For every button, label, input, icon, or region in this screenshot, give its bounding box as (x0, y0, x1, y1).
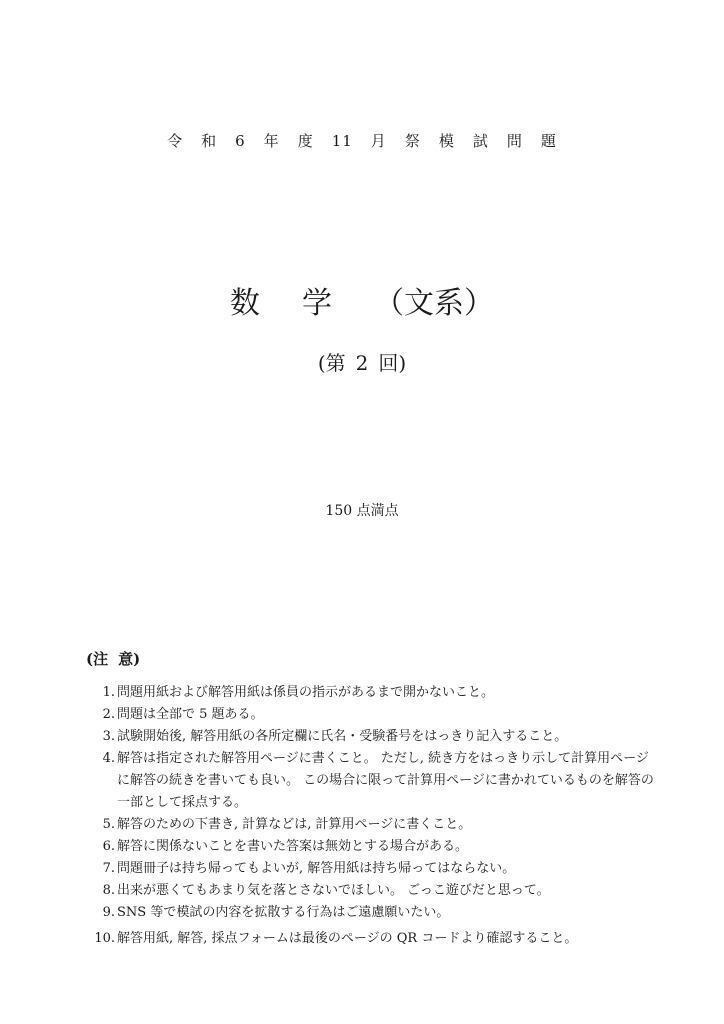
note-text: 問題用紙および解答用紙は係員の指示があるまで開かないこと。 (117, 685, 495, 700)
exam-title-char: 和 (201, 132, 218, 150)
note-number: 2. (102, 707, 115, 722)
exam-title-char: 11 (331, 132, 353, 150)
note-item (97, 858, 657, 880)
exam-title-char: 令 (167, 132, 184, 150)
exam-title-char: 6 (235, 132, 246, 150)
note-text: 出来が悪くてもあまり気を落とさないでほしい。 ごっこ遊びだと思って。 (117, 883, 550, 898)
exam-title-char: 模 (438, 132, 455, 150)
exam-title-char: 祭 (404, 132, 421, 150)
subject-part-3: （文系） (374, 286, 494, 321)
notes-list (94, 682, 657, 950)
note-text: 問題は全部で 5 題ある。 (117, 707, 264, 722)
note-number: 7. (102, 861, 115, 876)
subject-part-2: 学 (302, 286, 332, 321)
note-item (94, 928, 657, 950)
full-score: 150 点満点 (325, 503, 399, 519)
exam-title-char: 題 (540, 132, 557, 150)
round-number: 2 (355, 351, 369, 375)
exam-title-char: 試 (472, 132, 489, 150)
note-number: 4. (102, 751, 115, 766)
note-item (97, 726, 657, 748)
note-text: 解答は指定された解答用ページに書くこと。 ただし, 続き方をはっきり示して計算用ページに解答の続きを書いても良い。 この場合に限って計算用ページに書かれているものを解答の一部として採点する。 (117, 751, 654, 810)
notes-heading (86, 648, 140, 669)
round-close: 回) (378, 351, 407, 375)
note-text: 解答のための下書き, 計算などは, 計算用ページに書くこと。 (117, 817, 472, 832)
exam-title-char: 年 (263, 132, 280, 150)
exam-title (0, 130, 724, 151)
note-item (97, 836, 657, 858)
note-item (97, 682, 657, 704)
subject-title (0, 278, 724, 322)
note-item (97, 704, 657, 726)
note-item (97, 880, 657, 902)
note-item (97, 748, 657, 814)
note-item (97, 814, 657, 836)
exam-title-char: 月 (370, 132, 387, 150)
notes-heading-close: 意) (118, 650, 141, 668)
round-open: (第 (317, 351, 346, 375)
note-number: 10. (94, 931, 115, 946)
exam-title-char: 度 (297, 132, 314, 150)
note-number: 5. (102, 817, 115, 832)
note-text: 解答に関係ないことを書いた答案は無効とする場合がある。 (117, 839, 469, 854)
note-item (97, 902, 657, 924)
note-text: 問題冊子は持ち帰ってもよいが, 解答用紙は持ち帰ってはならない。 (117, 861, 516, 876)
note-number: 8. (102, 883, 115, 898)
subject-part-1: 数 (230, 286, 260, 321)
note-text: 試験開始後, 解答用紙の各所定欄に氏名・受験番号をはっきり記入すること。 (117, 729, 568, 744)
note-text: 解答用紙, 解答, 採点フォームは最後のページの QR コードより確認すること。 (117, 931, 578, 946)
note-text: SNS 等で模試の内容を拡散する行為はご遠慮願いたい。 (117, 905, 450, 920)
exam-title-char: 問 (506, 132, 523, 150)
note-number: 6. (102, 839, 115, 854)
note-number: 3. (102, 729, 115, 744)
round-label (0, 347, 724, 376)
note-number: 9. (102, 905, 115, 920)
note-number: 1. (102, 685, 115, 700)
notes-heading-open: (注 (86, 650, 109, 668)
